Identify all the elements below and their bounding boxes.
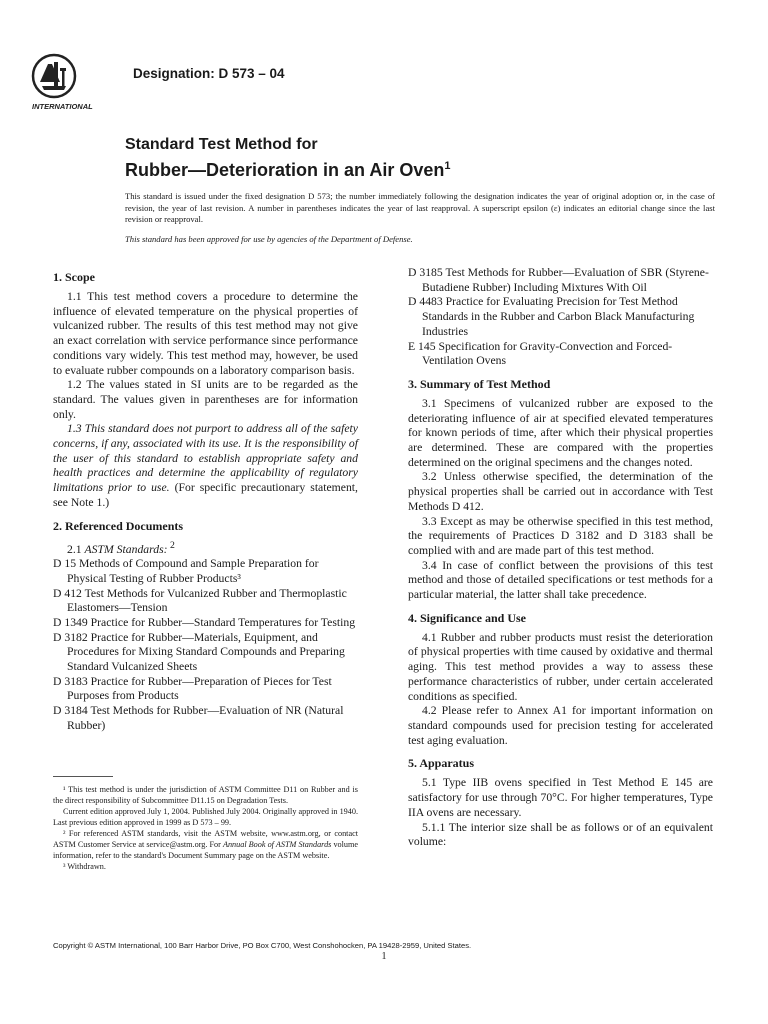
paragraph-3-4: 3.4 In case of conflict between the provisions of this test method and those of detailed specifications or test methods for a particular material, the latter shall take precedence.: [408, 558, 713, 602]
paragraph-3-2: 3.2 Unless otherwise specified, the determination of the physical properties shall be carried out in accordance with Test Methods D 412.: [408, 470, 713, 513]
reference-item: D 1349 Practice for Rubber—Standard Temperatures for Testing: [53, 615, 356, 629]
footnote-3: ³ Withdrawn.: [63, 862, 106, 871]
paragraph-5-1-1: 5.1.1 The interior size shall be as follows or of an equivalent volume:: [408, 820, 713, 849]
footnote-1-edition: Current edition approved July 1, 2004. Published July 2004. Originally approved in 1940. Last previous edition approved in 1999 as D 573 – 99.: [53, 807, 358, 827]
paragraph-1-2: 1.2 The values stated in SI units are to be regarded as the standard. The values given in parentheses are for information only.: [53, 378, 358, 421]
footnote-divider: [53, 776, 113, 777]
reference-item: D 4483 Practice for Evaluating Precision for Test Method Standards in the Rubber and Carbon Black Manufacturing Industries: [408, 295, 695, 338]
paragraph-5-1: 5.1 Type IIB ovens specified in Test Method E 145 are satisfactory for use through 70°C. For higher temperatures, Type IIA ovens are necessary.: [408, 776, 713, 819]
document-title: [125, 135, 451, 181]
reference-item: D 3182 Practice for Rubber—Materials, Equipment, and Procedures for Mixing Standard Compounds and Preparing Standard Vulcanized Sheets: [53, 630, 345, 674]
reference-item: D 412 Test Methods for Vulcanized Rubber and Thermoplastic Elastomers—Tension: [53, 586, 347, 615]
svg-text:INTERNATIONAL: INTERNATIONAL: [32, 102, 93, 111]
title-line-1: Standard Test Method for: [125, 136, 318, 153]
right-column: [408, 266, 713, 850]
section-heading-summary: 3. Summary of Test Method: [408, 376, 551, 391]
paragraph-4-1: 4.1 Rubber and rubber products must resist the deterioration of physical properties with time caused by oxidative and thermal aging. This test method provides a way to assess these performance characteristics of rubber, under certain accelerated conditions as specified.: [408, 630, 713, 703]
reference-item: D 15 Methods of Compound and Sample Preparation for Physical Testing of Rubber Products³: [53, 557, 319, 585]
section-heading-referenced-documents: 2. Referenced Documents: [53, 518, 184, 533]
designation: Designation: D 573 – 04: [133, 66, 285, 81]
intro-notice: This standard is issued under the fixed designation D 573; the number immediately following the designation indicates the year of original adoption or, in the case of revision, the year of last revision. A number in parentheses indicates the year of last reapproval. A superscript epsilon (ε) indicates an editorial change since the last revision or reapproval.: [125, 191, 715, 225]
paragraph-4-2: 4.2 Please refer to Annex A1 for important information on standard compounds used for precision testing for accelerated test aging evaluation.: [408, 704, 713, 747]
paragraph-1-3: 1.3 This standard does not purport to address all of the safety concerns, if any, associated with its use. It is the responsibility of the user of this standard to establish appropriate safety and health practices and determine the applicability of regulatory limitations prior to use. (For specific precautionary statement, see Note 1.): [53, 422, 358, 509]
reference-item: D 3185 Test Methods for Rubber—Evaluation of SBR (Styrene-Butadiene Rubber) Including Mixtures With Oil: [408, 266, 709, 294]
paragraph-1-1: 1.1 This test method covers a procedure to determine the influence of elevated temperature on the physical properties of vulcanized rubber. The results of this test method may not give an exact correlation with service performance since performance conditions vary widely. This test method may, however, be used to evaluate rubber compounds on a laboratory comparison basis.: [53, 290, 358, 377]
title-line-2: Rubber—Deterioration in an Air Oven$^1$: [125, 160, 451, 180]
section-heading-scope: 1. Scope: [53, 270, 95, 284]
footnote-2: ² For referenced ASTM standards, visit the ASTM website, www.astm.org, or contact ASTM Customer Service at service@astm.org. For Annual Book of ASTM Standards volume information, refer to the standard's Document Summary page on the ASTM website.: [53, 829, 358, 860]
astm-standards-label: 2.1 ASTM Standards: $^2$: [67, 539, 175, 556]
astm-logo-icon: [30, 52, 122, 114]
reference-item: D 3183 Practice for Rubber—Preparation of Pieces for Test Purposes from Products: [53, 674, 332, 703]
section-heading-apparatus: 5. Apparatus: [408, 756, 475, 771]
paragraph-3-1: 3.1 Specimens of vulcanized rubber are exposed to the deteriorating influence of air at specified elevated temperatures for known periods of time, after which their physical properties are determined. These are compared with the properties determined on the original specimens and the changes noted.: [408, 396, 713, 469]
left-column: [53, 266, 358, 734]
reference-item: E 145 Specification for Gravity-Convection and Forced-Ventilation Ovens: [408, 339, 673, 368]
page-number: 1: [381, 951, 387, 962]
astm-logo: [30, 52, 122, 114]
reference-item: D 3184 Test Methods for Rubber—Evaluation of NR (Natural Rubber): [53, 704, 344, 732]
section-heading-significance: 4. Significance and Use: [408, 610, 527, 625]
paragraph-3-3: 3.3 Except as may be otherwise specified in this test method, the requirements of Practices D 3182 and D 3183 shall be complied with and are made part of this test method.: [408, 514, 713, 557]
copyright-notice: Copyright © ASTM International, 100 Barr Harbor Drive, PO Box C700, West Conshohocken, PA 19428-2959, United States.: [53, 941, 472, 950]
footnote-1: ¹ This test method is under the jurisdiction of ASTM Committee D11 on Rubber and is the direct responsibility of Subcommittee D11.15 on Degradation Tests.: [53, 785, 358, 805]
approval-notice: This standard has been approved for use by agencies of the Department of Defense.: [125, 234, 413, 244]
footnotes: [53, 784, 358, 872]
